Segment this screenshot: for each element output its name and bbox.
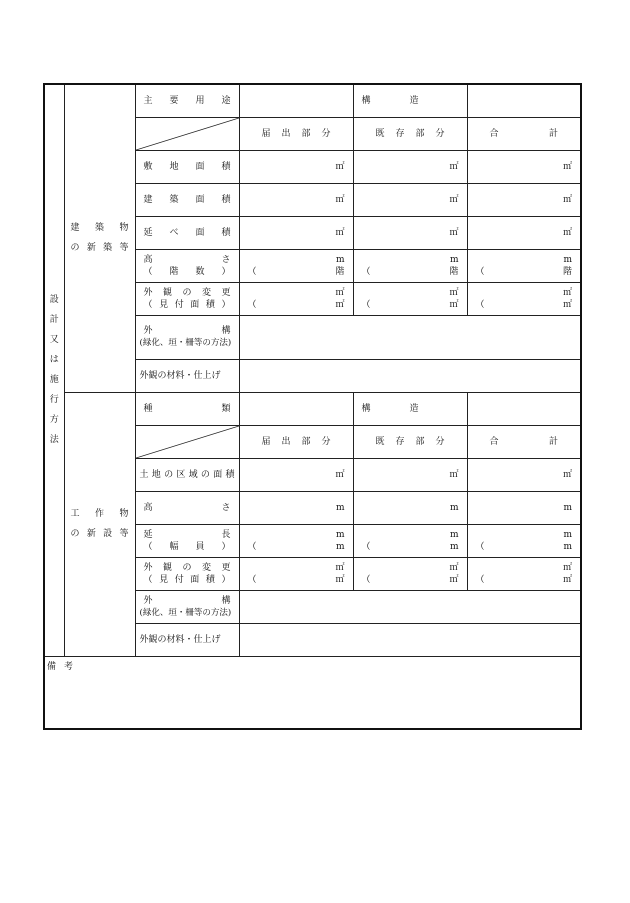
label-char: 面: [195, 227, 205, 238]
type-value-field[interactable]: [239, 392, 353, 425]
land-area-total[interactable]: [467, 458, 581, 491]
facade2-label: [144, 562, 231, 574]
height-label-cell: [135, 249, 239, 282]
label-char: 高: [143, 254, 153, 265]
exterior-label-cell: [135, 315, 239, 359]
label-char: 地: [151, 469, 161, 480]
label-char: 届: [261, 128, 271, 139]
col-header-notified-text: [240, 128, 353, 140]
height2-total[interactable]: [467, 491, 581, 524]
unit: ㎡: [562, 161, 572, 172]
form-sheet: [43, 83, 582, 730]
unit: m: [563, 502, 572, 513]
label-char: 変: [201, 562, 211, 573]
label-char: 部: [301, 128, 311, 139]
side-label-char: 計: [49, 315, 59, 326]
label-char: 新: [86, 529, 96, 539]
label-char: 作: [94, 509, 104, 519]
site-area-existing[interactable]: [353, 150, 467, 183]
unit: ㎡: [562, 194, 572, 205]
floor-area-label: [144, 227, 231, 239]
label-char: 構: [361, 95, 371, 106]
facade2-existing[interactable]: [353, 557, 467, 590]
label-char: の: [182, 287, 192, 298]
label-char: 積: [205, 299, 215, 310]
label-char: 工: [70, 509, 80, 519]
label-char: （: [143, 541, 153, 552]
label-char: 土: [139, 469, 149, 480]
label-char: （: [143, 574, 153, 585]
material-label: 外観の材料・仕上げ: [135, 359, 239, 392]
unit: m: [449, 529, 459, 540]
unit: ㎡: [449, 574, 459, 585]
label-char: ）: [221, 574, 231, 585]
col-header-total-2: [467, 425, 581, 458]
label-char: 積: [225, 469, 235, 480]
label-char: 更: [221, 562, 231, 573]
label-char: さ: [221, 254, 231, 265]
facade-existing[interactable]: [353, 282, 467, 315]
label-char: 物: [119, 509, 129, 519]
building-area-label: [144, 194, 231, 206]
paren: （: [361, 574, 371, 585]
col-header-total: [467, 117, 581, 150]
side-label-char: 又: [49, 335, 59, 346]
height-notified[interactable]: [239, 249, 353, 282]
paren: （: [475, 574, 485, 585]
length-existing[interactable]: [353, 524, 467, 557]
unit: 階: [449, 266, 459, 277]
label-char: 築: [103, 243, 113, 254]
floor-area-label-cell: [135, 216, 239, 249]
length-label-cell: [135, 524, 239, 557]
unit: 階: [562, 266, 572, 277]
unit: ㎡: [335, 287, 345, 298]
facade-sub-label: [144, 299, 231, 311]
facade2-sub-label: [144, 574, 231, 586]
label-char: 考: [63, 661, 73, 672]
unit: ㎡: [562, 562, 572, 573]
label-char: 出: [281, 128, 291, 139]
group2-line2: [71, 524, 129, 544]
label-char: 更: [221, 287, 231, 298]
facade-total[interactable]: [467, 282, 581, 315]
exterior2-value-field[interactable]: [239, 590, 581, 623]
label-char: 部: [415, 436, 425, 447]
land-area-label-cell: [135, 458, 239, 491]
label-char: 区: [176, 469, 186, 480]
label-char: 分: [321, 128, 331, 139]
group2-line1: [71, 504, 129, 524]
label-char: 設: [103, 529, 113, 539]
unit: ㎡: [335, 194, 345, 205]
unit: ㎡: [335, 227, 345, 238]
col-header-existing-text: [354, 128, 467, 140]
unit: m: [335, 529, 345, 540]
label-char: 造: [409, 95, 419, 106]
label-char: 積: [221, 227, 231, 238]
col-header-existing: [353, 117, 467, 150]
unit: ㎡: [335, 161, 345, 172]
label-char: 主: [143, 95, 153, 106]
material2-label: 外観の材料・仕上げ: [135, 623, 239, 656]
label-char: 等: [119, 243, 129, 254]
facade-label-cell: [135, 282, 239, 315]
use-value-field[interactable]: [239, 84, 353, 117]
unit: m: [335, 541, 345, 552]
unit: ㎡: [449, 287, 459, 298]
label-char: 築: [169, 194, 179, 205]
unit: ㎡: [335, 469, 345, 480]
paren: （: [475, 541, 485, 552]
floors-label: [144, 266, 231, 278]
type-label: [144, 403, 231, 415]
label-char: 外: [143, 287, 153, 298]
structure2-label-cell: [353, 392, 467, 425]
unit: ㎡: [449, 161, 459, 172]
paren: （: [247, 299, 257, 310]
unit: m: [449, 502, 459, 513]
height2-notified[interactable]: [239, 491, 353, 524]
unit: m: [563, 254, 572, 265]
label-char: 延: [143, 227, 153, 238]
label-char: 分: [435, 436, 445, 447]
label-char: 敷: [143, 161, 153, 172]
structure2-value-field[interactable]: [467, 392, 581, 425]
label-char: べ: [169, 227, 179, 238]
structure-value-field[interactable]: [467, 84, 581, 117]
site-area-label-cell: [135, 150, 239, 183]
unit: ㎡: [449, 562, 459, 573]
label-char: 構: [361, 403, 371, 414]
exterior-value-field[interactable]: [239, 315, 581, 359]
col-header-total-text: [468, 128, 581, 140]
label-char: 築: [94, 223, 104, 234]
label-char: 観: [162, 287, 172, 298]
paren: （: [247, 266, 257, 277]
label-char: 面: [195, 161, 205, 172]
building-area-notified[interactable]: [239, 183, 353, 216]
unit: 階: [335, 266, 345, 277]
label-char: 面: [190, 574, 200, 585]
design-method-table: [43, 83, 582, 730]
label-char: ）: [221, 299, 231, 310]
building-area-label-cell: [135, 183, 239, 216]
unit: ㎡: [562, 287, 572, 298]
height-label: [144, 254, 231, 266]
unit: ㎡: [449, 299, 459, 310]
facade2-label-cell: [135, 557, 239, 590]
label-char: 員: [195, 541, 205, 552]
land-area-label: [140, 469, 235, 481]
col-header-notified: [239, 117, 353, 150]
type-label-cell: [135, 392, 239, 425]
label-char: 積: [221, 194, 231, 205]
unit: m: [449, 541, 459, 552]
label-char: 等: [119, 529, 129, 539]
length-label: [144, 529, 231, 541]
land-area-notified[interactable]: [239, 458, 353, 491]
side-label: [45, 290, 64, 450]
side-label-char: 施: [49, 375, 59, 386]
floor-area-notified[interactable]: [239, 216, 353, 249]
label-char: 積: [205, 574, 215, 585]
unit: ㎡: [562, 574, 572, 585]
paren: （: [475, 299, 485, 310]
label-char: 外: [143, 595, 153, 606]
label-char: 見: [159, 574, 169, 585]
paren: （: [361, 299, 371, 310]
material-value-field[interactable]: [239, 359, 581, 392]
length-notified[interactable]: [239, 524, 353, 557]
col-header-existing-2-text: [354, 436, 467, 448]
exterior2-label: [140, 595, 235, 607]
label-char: ）: [221, 266, 231, 277]
side-label-char: 方: [49, 415, 59, 426]
structure-label-cell: [353, 84, 467, 117]
label-char: 域: [188, 469, 198, 480]
col-header-total-2-text: [468, 436, 581, 448]
label-char: 合: [489, 128, 499, 139]
exterior-label: [140, 325, 235, 337]
label-char: 構: [221, 595, 231, 606]
label-char: （: [143, 266, 153, 277]
label-char: ）: [221, 541, 231, 552]
material2-value-field[interactable]: [239, 623, 581, 656]
side-label-char: 法: [49, 435, 59, 446]
label-char: 長: [221, 529, 231, 540]
label-char: 地: [169, 161, 179, 172]
label-char: 既: [375, 436, 385, 447]
label-char: 分: [435, 128, 445, 139]
paren: （: [247, 541, 257, 552]
unit: ㎡: [449, 469, 459, 480]
label-char: 用: [195, 95, 205, 106]
label-char: 付: [174, 299, 184, 310]
label-char: さ: [221, 502, 231, 513]
label-char: 延: [143, 529, 153, 540]
label-char: 物: [119, 223, 129, 234]
exterior2-sub-label: (緑化、垣・柵等の方法): [139, 607, 232, 618]
label-char: 届: [261, 436, 271, 447]
label-char: 計: [548, 436, 558, 447]
col-header-existing-2: [353, 425, 467, 458]
label-char: 要: [169, 95, 179, 106]
side-label-cell: [44, 84, 64, 656]
diagonal-cell: [135, 117, 239, 150]
height-existing[interactable]: [353, 249, 467, 282]
width-label: [144, 541, 231, 553]
label-char: 出: [281, 436, 291, 447]
label-char: 備: [47, 661, 57, 672]
unit: m: [563, 541, 572, 552]
facade-notified[interactable]: [239, 282, 353, 315]
label-char: 合: [489, 436, 499, 447]
side-label-char: 行: [49, 395, 59, 406]
site-area-total[interactable]: [467, 150, 581, 183]
label-char: の: [70, 243, 80, 254]
label-char: 存: [395, 128, 405, 139]
land-area-existing[interactable]: [353, 458, 467, 491]
exterior-sub-label: (緑化、垣・柵等の方法): [139, 338, 232, 348]
structure-label: [362, 95, 459, 107]
label-char: 部: [301, 436, 311, 447]
building-area-total[interactable]: [467, 183, 581, 216]
label-char: 高: [143, 502, 153, 513]
label-char: （: [143, 299, 153, 310]
label-char: の: [70, 529, 80, 539]
unit: ㎡: [335, 562, 345, 573]
diagonal-cell-2: [135, 425, 239, 458]
label-char: 類: [221, 403, 231, 414]
label-char: 面: [195, 194, 205, 205]
group-building: [64, 84, 135, 392]
col-header-notified-2-text: [240, 436, 353, 448]
group1-line2: [71, 238, 129, 258]
paren: （: [361, 266, 371, 277]
label-char: 外: [143, 326, 153, 336]
paren: （: [247, 574, 257, 585]
floor-area-existing[interactable]: [353, 216, 467, 249]
structure2-label: [362, 403, 459, 415]
height2-label: [144, 502, 231, 514]
exterior2-label-cell: [135, 590, 239, 623]
side-label-char: は: [49, 355, 59, 366]
unit: ㎡: [335, 574, 345, 585]
label-char: 積: [221, 161, 231, 172]
site-area-label: [144, 161, 231, 173]
col-header-notified-2: [239, 425, 353, 458]
paren: （: [361, 541, 371, 552]
facade-label: [144, 287, 231, 299]
label-char: 変: [201, 287, 211, 298]
label-char: 観: [162, 562, 172, 573]
label-char: 付: [174, 574, 184, 585]
building-area-existing[interactable]: [353, 183, 467, 216]
use-label: [144, 95, 231, 107]
label-char: 面: [190, 299, 200, 310]
label-char: 種: [143, 403, 153, 414]
label-char: 計: [548, 128, 558, 139]
paren: （: [475, 266, 485, 277]
label-char: 部: [415, 128, 425, 139]
label-char: 建: [143, 194, 153, 205]
label-char: 途: [221, 95, 231, 106]
label-char: 既: [375, 128, 385, 139]
use-label-cell: [135, 84, 239, 117]
side-label-char: 設: [49, 295, 59, 306]
label-char: の: [164, 469, 174, 480]
label-char: 存: [395, 436, 405, 447]
label-char: 面: [213, 469, 223, 480]
group1-line1: [71, 218, 129, 238]
label-char: 新: [86, 243, 96, 254]
label-char: 見: [159, 299, 169, 310]
facade2-total[interactable]: [467, 557, 581, 590]
floor-area-total[interactable]: [467, 216, 581, 249]
length-total[interactable]: [467, 524, 581, 557]
facade2-notified[interactable]: [239, 557, 353, 590]
label-char: 構: [221, 326, 231, 336]
label-char: 建: [70, 223, 80, 234]
unit: m: [563, 529, 572, 540]
unit: ㎡: [335, 299, 345, 310]
unit: ㎡: [562, 469, 572, 480]
label-char: 階: [169, 266, 179, 277]
unit: ㎡: [449, 227, 459, 238]
remarks-field[interactable]: [44, 656, 581, 729]
unit: m: [449, 254, 459, 265]
unit: ㎡: [449, 194, 459, 205]
remarks-label: [47, 661, 73, 673]
label-char: 分: [321, 436, 331, 447]
label-char: 数: [195, 266, 205, 277]
label-char: 外: [143, 562, 153, 573]
unit: ㎡: [562, 299, 572, 310]
unit: m: [335, 254, 345, 265]
unit: ㎡: [562, 227, 572, 238]
unit: m: [335, 502, 345, 513]
label-char: 幅: [169, 541, 179, 552]
group-structure: [64, 392, 135, 656]
height2-label-cell: [135, 491, 239, 524]
site-area-notified[interactable]: [239, 150, 353, 183]
label-char: 造: [409, 403, 419, 414]
height-total[interactable]: [467, 249, 581, 282]
label-char: の: [200, 469, 210, 480]
label-char: の: [182, 562, 192, 573]
height2-existing[interactable]: [353, 491, 467, 524]
